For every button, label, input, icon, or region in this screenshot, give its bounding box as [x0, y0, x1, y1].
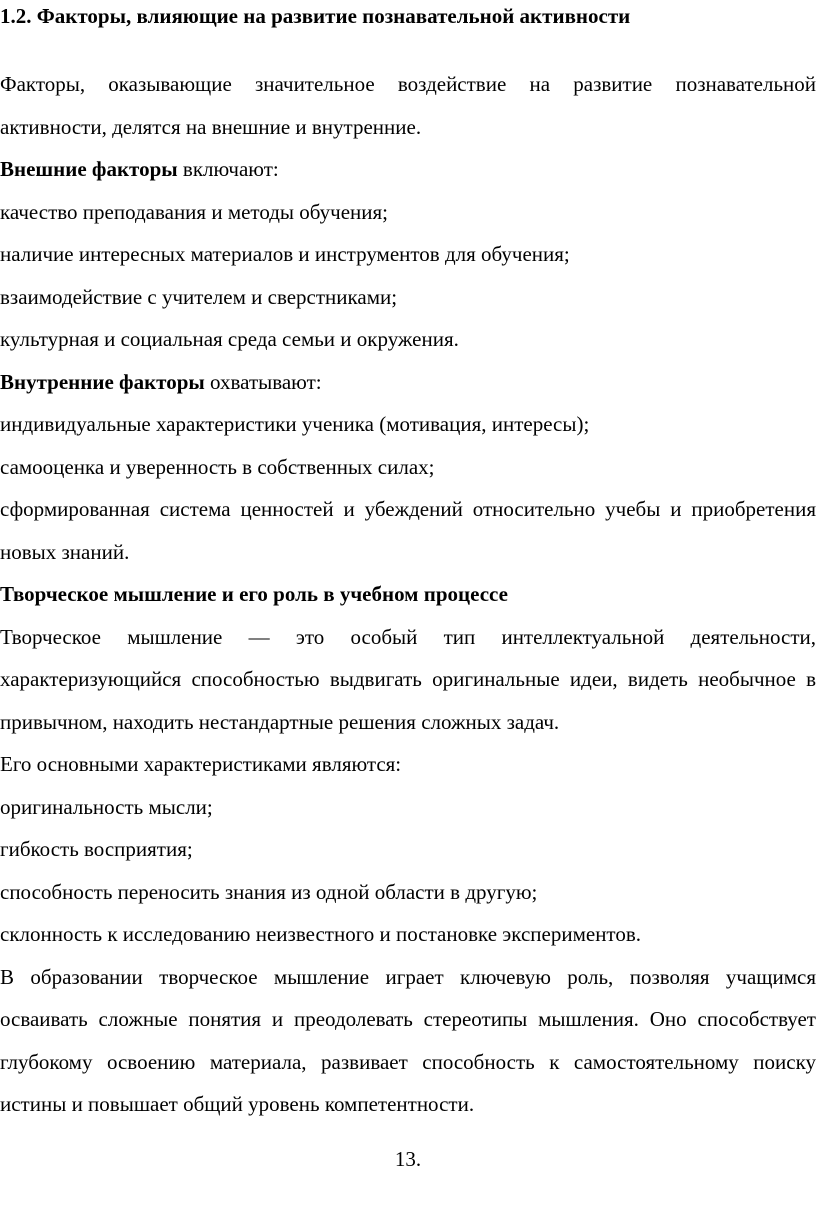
section-heading: 1.2. Факторы, влияющие на развитие познавательной активности [0, 4, 631, 28]
list-item: наличие интересных материалов и инструментов для обучения; [0, 242, 570, 266]
list-item: сформированная система ценностей и убеждений относительно учебы и приобретения новых знаний. [0, 497, 816, 564]
list-item: гибкость восприятия; [0, 837, 193, 861]
internal-factors-line [0, 361, 816, 404]
page-number: 13. [394, 1147, 422, 1171]
internal-factors-label: Внутренние факторы [0, 369, 205, 394]
creative-thinking-heading: Творческое мышление и его роль в учебном процессе [0, 582, 508, 606]
internal-factors-rest: охватывают: [204, 369, 322, 394]
list-item: качество преподавания и методы обучения; [0, 199, 389, 224]
creative-definition-paragraph: Творческое мышление — это особый тип интеллектуальной деятельности, характеризующийся способностью выдвигать оригинальные идеи, видеть необычное в привычном, находить нестандартные решения сложных задач. [0, 624, 816, 734]
list-item: оригинальность мысли; [0, 794, 213, 819]
intro-paragraph: Факторы, оказывающие значительное воздействие на развитие познавательной активности, делятся на внешние и внутренние. [0, 72, 816, 139]
document-body [0, 63, 816, 1126]
list-item: индивидуальные характеристики ученика (мотивация, интересы); [0, 412, 590, 436]
list-item: культурная и социальная среда семьи и окружения. [0, 327, 459, 351]
conclusion-paragraph: В образовании творческое мышление играет ключевую роль, позволяя учащимся осваивать сложные понятия и преодолевать стереотипы мышления. Оно способствует глубокому освоению материала, развивает способность к самостоятельному поиску истины и повышает общий уровень компетентности. [0, 964, 816, 1116]
list-item: самооценка и уверенность в собственных силах; [0, 454, 435, 479]
list-item: взаимодействие с учителем и сверстниками; [0, 284, 398, 309]
list-item: способность переносить знания из одной области в другую; [0, 879, 538, 904]
external-factors-label: Внешние факторы [0, 157, 178, 181]
external-factors-rest: включают: [177, 157, 279, 181]
list-item: склонность к исследованию неизвестного и постановке экспериментов. [0, 922, 642, 946]
external-factors-line [0, 148, 816, 191]
characteristics-intro: Его основными характеристиками являются: [0, 752, 402, 776]
